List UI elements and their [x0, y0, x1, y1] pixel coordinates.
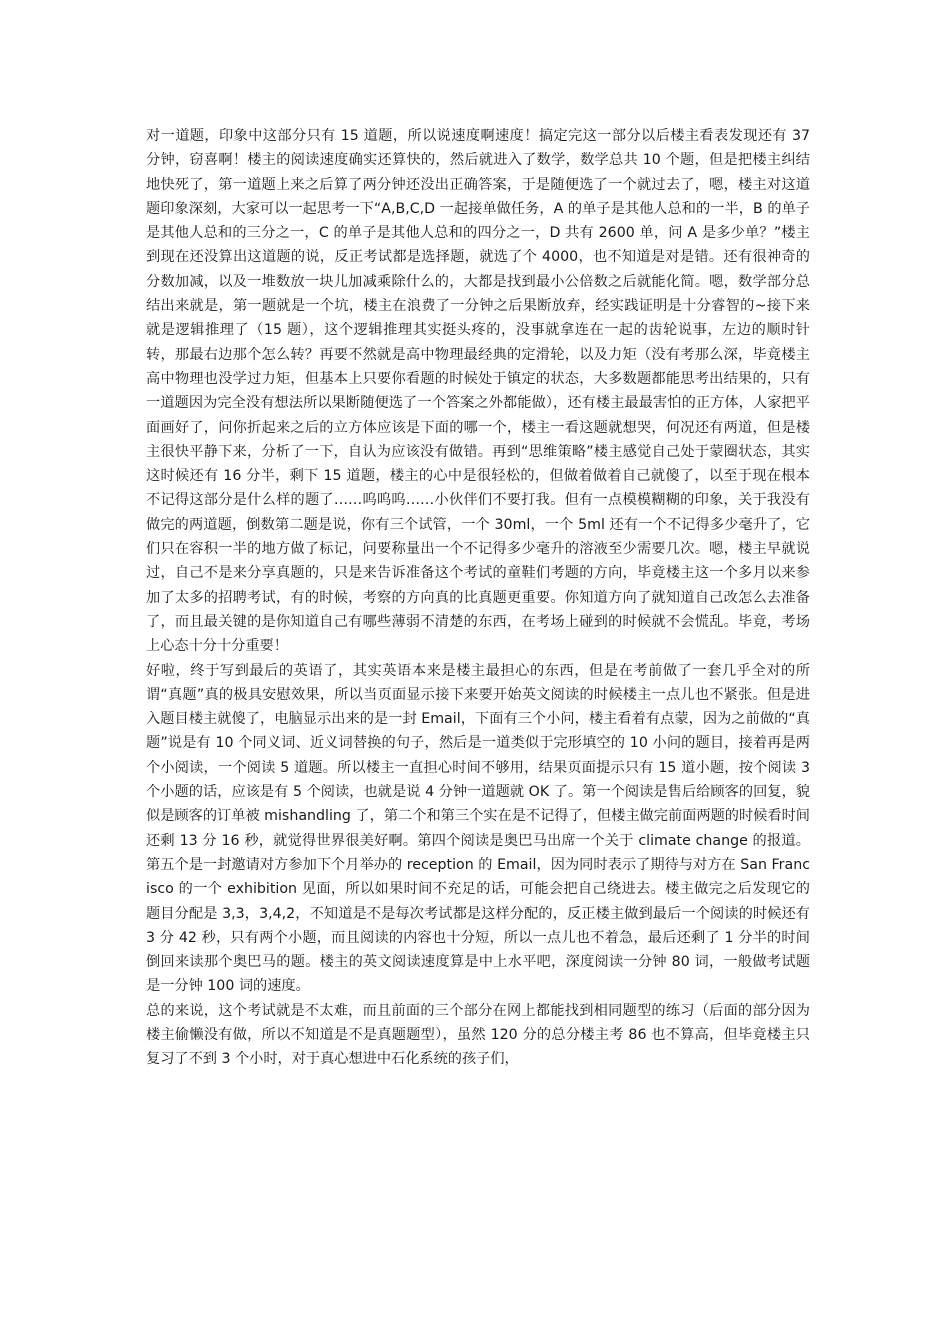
paragraph-math-logic: 对一道题，印象中这部分只有 15 道题，所以说速度啊速度！搞定完这一部分以后楼主看表发现还有 37 分钟，窃喜啊！楼主的阅读速度确实还算快的，然后就进入了数学，数学总共 10 个题，但是把楼主纠结地快死了，第一道题上来之后算了两分钟还没出正确答案，于是随便选了一个就过去了，嗯，楼主对这道题印象深刻，大家可以一起思考一下“A,B,C,D 一起接单做任务，A 的单子是其他人总和的一半，B 的单子是其他人总和的三分之一，C 的单子是其他人总和的四分之一，D 共有 2600 单，问 A 是多少单？”楼主到现在还没算出这道题的说，反正考试都是选择题，就选了个 4000，也不知道是对是错。还有很神奇的分数加减，以及一堆数放一块儿加减乘除什么的，大都是找到最小公倍数之后就能化简。嗯，数学部分总结出来就是，第一题就是一个坑，楼主在浪费了一分钟之后果断放弃，经实践证明是十分睿智的~接下来就是逻辑推理了（15 题），这个逻辑推理其实挺头疼的，没事就拿连在一起的齿轮说事，左边的顺时针转，那最右边那个怎么转？再要不然就是高中物理最经典的定滑轮，以及力矩（没有考那么深，毕竟楼主高中物理也没学过力矩，但基本上只要你看题的时候处于镇定的状态，大多数题都能思考出结果的，只有一道题因为完全没有想法所以果断随便选了一个答案之外都能做），还有楼主最最害怕的正方体，人家把平面画好了，问你折起来之后的立方体应该是下面的哪一个，楼主一看这题就想哭，何况还有两道，但是楼主很快平静下来，分析了一下，自认为应该没有做错。再到“思维策略”楼主感觉自己处于蒙圈状态，其实这时候还有 16 分半，剩下 15 道题，楼主的心中是很轻松的，但做着做着自己就傻了，以至于现在根本不记得这部分是什么样的题了……呜呜呜……小伙伴们不要打我。但有一点模模糊糊的印象，关于我没有做完的两道题，倒数第二题是说，你有三个试管，一个 30ml，一个 5ml 还有一个不记得多少毫升了，它们只在容积一半的地方做了标记，问要称量出一个不记得多少毫升的溶液至少需要几次。嗯，楼主早就说过，自己不是来分享真题的，只是来告诉准备这个考试的童鞋们考题的方向，毕竟楼主这一个多月以来参加了太多的招聘考试，有的时候，考察的方向真的比真题更重要。你知道方向了就知道自己改怎么去准备了，而且最关键的是你知道自己有哪些薄弱不清楚的东西，在考场上碰到的时候就不会慌乱。毕竟，考场上心态十分十分重要！ [146, 128, 810, 655]
paragraph-english-reading: 好啦，终于写到最后的英语了，其实英语本来是楼主最担心的东西，但是在考前做了一套几乎全对的所谓“真题”真的极具安慰效果，所以当页面显示接下来要开始英文阅读的时候楼主一点儿也不紧张。但是进入题目楼主就傻了，电脑显示出来的是一封 Email，下面有三个小问，楼主看着有点蒙，因为之前做的“真题”说是有 10 个同义词、近义词替换的句子，然后是一道类似于完形填空的 10 小问的题目，接着再是两个小阅读，一个阅读 5 道题。所以楼主一直担心时间不够用，结果页面提示只有 15 道小题，按个阅读 3 个小题的话，应该是有 5 个阅读，也就是说 4 分钟一道题就 OK 了。第一个阅读是售后给顾客的回复，貌似是顾客的订单被 mishandling 了，第二个和第三个实在是不记得了，但楼主做完前面两题的时候看时间还剩 13 分 16 秒，就觉得世界很美好啊。第四个阅读是奥巴马出席一个关于 climate change 的报道。第五个是一封邀请对方参加下个月举办的 reception 的 Email，因为同时表示了期待与对方在 San Francisco 的一个 exhibition 见面，所以如果时间不充足的话，可能会把自己绕进去。楼主做完之后发现它的题目分配是 3,3，3,4,2，不知道是不是每次考试都是这样分配的，反正楼主做到最后一个阅读的时候还有 3 分 42 秒，只有两个小题，而且阅读的内容也十分短，所以一点儿也不着急，最后还剩了 1 分半的时间倒回来读那个奥巴马的题。楼主的英文阅读速度算是中上水平吧，深度阅读一分钟 80 词，一般做考试题是一分钟 100 词的速度。 [146, 662, 810, 995]
document-body [146, 124, 810, 1072]
paragraph-summary: 总的来说，这个考试就是不太难，而且前面的三个部分在网上都能找到相同题型的练习（后面的部分因为楼主偷懒没有做，所以不知道是不是真题题型），虽然 120 分的总分楼主考 86 也不算高，但毕竟楼主只复习了不到 3 个小时，对于真心想进中石化系统的孩子们， [146, 1002, 810, 1068]
